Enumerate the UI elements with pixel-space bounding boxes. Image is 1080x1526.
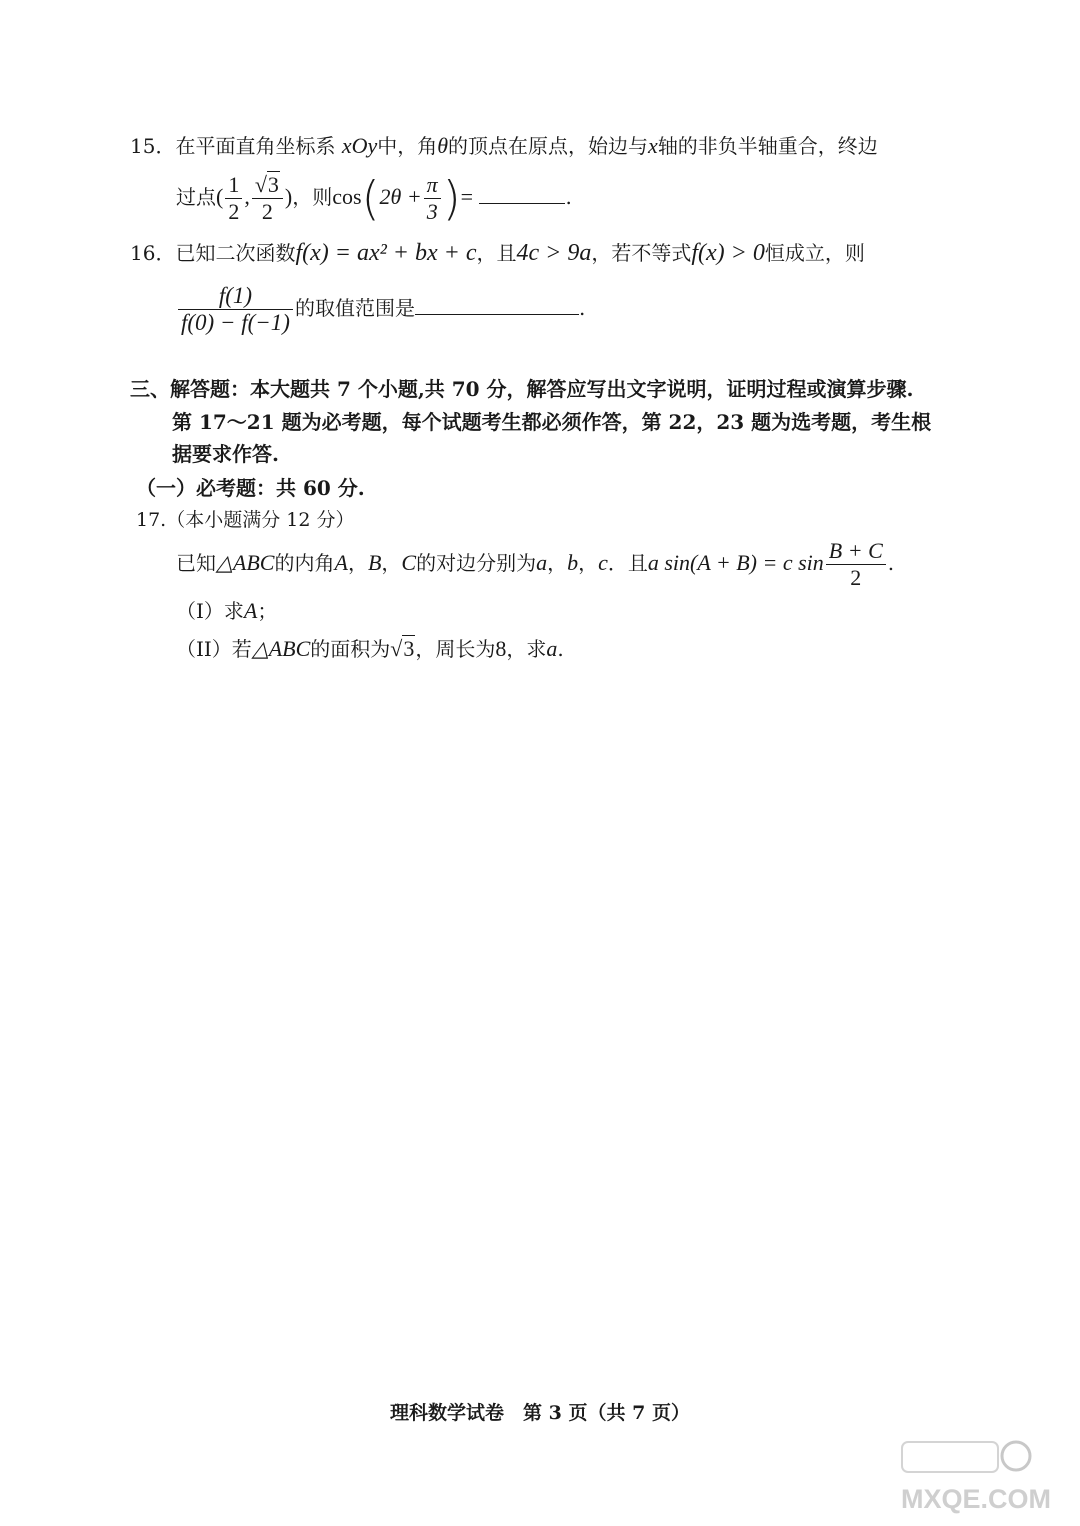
answer-blank [415, 312, 579, 315]
coord-system: xOy [341, 133, 378, 158]
given-equation: a sin(A + B) = c sin [647, 550, 824, 575]
section-subtitle: （一）必考题：共 60 分. [136, 476, 365, 500]
q15-line2: 过点( $\frac{1}{2}$ , $\frac{√3}{2}$ )，则cos(2θ + $\frac{\pi}{3}$ )= . [176, 171, 572, 226]
answer-blank [479, 201, 565, 204]
section3-line2: 第 17～21 题为必考题，每个试题考生都必须作答，第 22，23 题为选考题，考生根 [172, 410, 932, 434]
q15-line1: 15．在平面直角坐标系 xOy中，角θ的顶点在原点，始边与x轴的非负半轴重合，终边 [130, 133, 878, 158]
q16-number: 16． [130, 241, 176, 265]
q17-part1: （I）求A； [176, 598, 278, 623]
page-footer: 理科数学试卷 第 3 页（共 7 页） [390, 1402, 690, 1424]
q17-part2: （II）若△ABC的面积为√3，周长为8，求a. [176, 636, 564, 661]
half-angle-fraction: $\frac{B + C}{2}$ [826, 538, 886, 591]
watermark-logo [898, 1438, 1058, 1518]
ratio-fraction: $\frac{f(1)}{f(0) - f(-1)}$ [178, 283, 293, 336]
watermark-text: MXQE.COM [900, 1484, 1052, 1514]
q16-line2: $\frac{f(1)}{f(0) - f(-1)}$ 的取值范围是 . [176, 276, 585, 340]
theta-symbol: θ [437, 133, 449, 158]
q15-number: 15． [130, 134, 176, 158]
point-x-fraction: $\frac{1}{2}$ [225, 172, 242, 225]
q16-line1: 16．已知二次函数f(x) = ax² + bx + c，且4c > 9a，若不等式f(x) > 0恒成立，则 [130, 240, 865, 266]
section3-line3: 据要求作答. [172, 442, 279, 466]
pi-over-3: $\frac{\pi}{3}$ [424, 172, 441, 225]
q17-heading: 17.（本小题满分 12 分） [136, 509, 355, 531]
q17-condition: 已知△ABC的内角A，B，C的对边分别为a，b，c．且a sin(A + B) = c sin $\frac{B + C}{2}$ . [176, 538, 895, 590]
point-y-fraction: $\frac{√3}{2}$ [252, 172, 283, 225]
section3-line1: 三、解答题：本大题共 7 个小题,共 70 分，解答应写出文字说明，证明过程或演算步骤. [130, 377, 914, 401]
quadratic-function: f(x) = ax² + bx + c [295, 240, 477, 266]
